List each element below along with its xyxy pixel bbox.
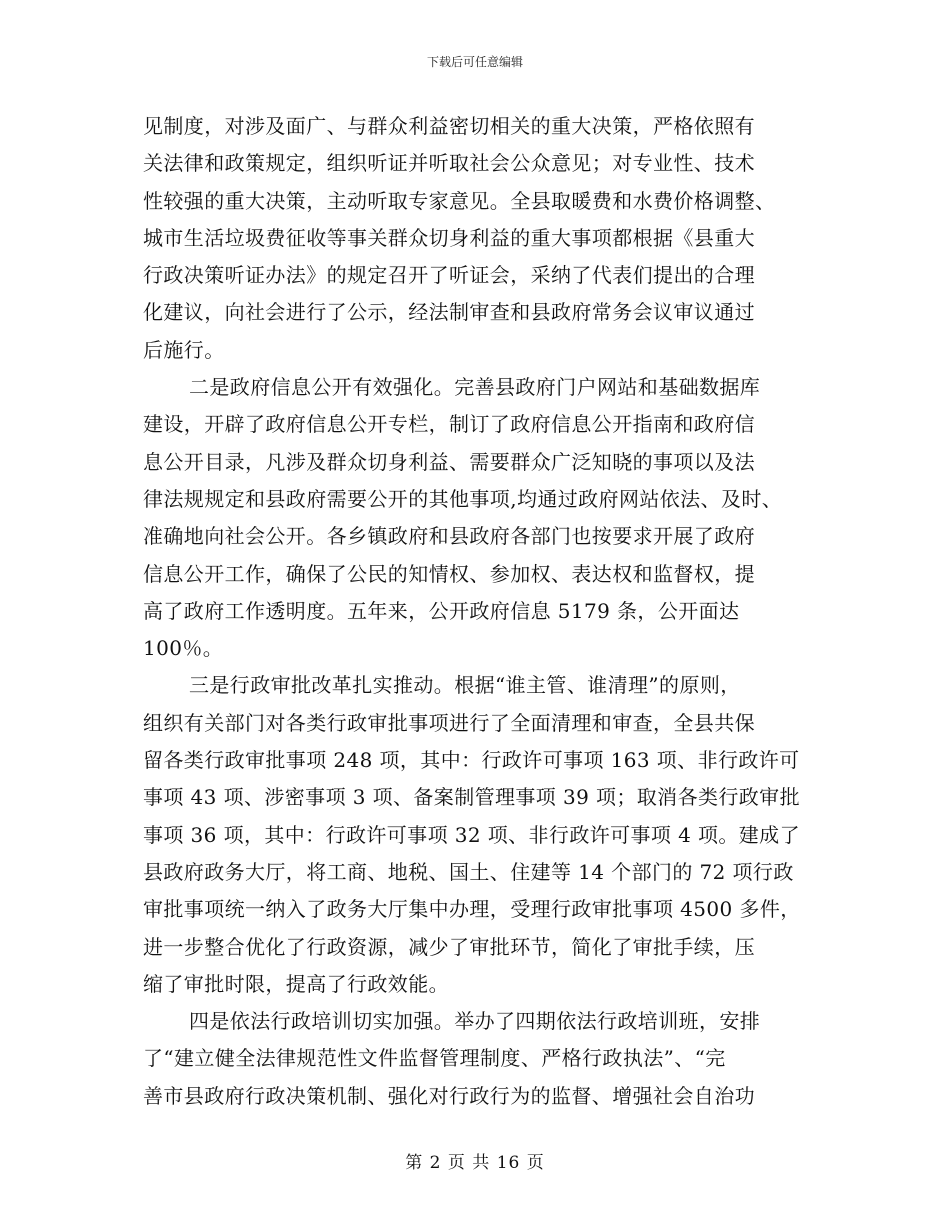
text-line: 性较强的重大决策，主动听取专家意见。全县取暖费和水费价格调整、	[143, 188, 776, 213]
text-line-first: 三是行政审批改革扎实推动。根据“谁主管、谁清理”的原则，	[189, 673, 741, 698]
text-line: 行政决策听证办法》的规定召开了听证会，采纳了代表们提出的合理	[143, 263, 755, 288]
text-line: 审批事项统一纳入了政务大厅集中办理，受理行政审批事项 4500 多件，	[143, 897, 801, 922]
text-line-first: 四是依法行政培训切实加强。举办了四期依法行政培训班，安排	[189, 1009, 761, 1034]
paragraph-info-disclosure	[143, 369, 823, 667]
paragraph-approval-reform	[143, 667, 823, 1003]
text-line: 县政府政务大厅，将工商、地税、国土、住建等 14 个部门的 72 项行政	[143, 859, 794, 884]
text-line: 关法律和政策规定，组织听证并听取社会公众意见；对专业性、技术	[143, 151, 755, 176]
page-number-footer: 第 2 页 共 16 页	[405, 1153, 545, 1173]
paragraph-decision-hearing	[143, 108, 823, 369]
text-line: 100％。	[143, 636, 224, 661]
paragraph-training	[143, 1003, 823, 1115]
text-line: 高了政府工作透明度。五年来，公开政府信息 5179 条，公开面达	[143, 598, 740, 623]
text-line: 了“建立健全法律规范性文件监督管理制度、严格行政执法”、“完	[143, 1046, 726, 1071]
document-body	[143, 108, 823, 1115]
page-header: 下载后可任意编辑	[426, 55, 523, 69]
text-line: 事项 43 项、涉密事项 3 项、备案制管理事项 39 项；取消各类行政审批	[143, 785, 800, 810]
text-line: 善市县政府行政决策机制、强化对行政行为的监督、增强社会自治功	[143, 1083, 755, 1108]
text-line: 缩了审批时限，提高了行政效能。	[143, 971, 449, 996]
text-line: 建设，开辟了政府信息公开专栏，制订了政府信息公开指南和政府信	[143, 412, 755, 437]
text-line: 信息公开工作，确保了公民的知情权、参加权、表达权和监督权，提	[143, 561, 755, 586]
text-line: 化建议，向社会进行了公示，经法制审查和县政府常务会议审议通过	[143, 300, 755, 325]
text-line: 见制度，对涉及面广、与群众利益密切相关的重大决策，严格依照有	[143, 114, 755, 138]
text-line: 进一步整合优化了行政资源，减少了审批环节，简化了审批手续，压	[143, 934, 755, 959]
text-line: 后施行。	[143, 337, 225, 362]
text-line: 留各类行政审批事项 248 项，其中：行政许可事项 163 项、非行政许可	[143, 748, 800, 773]
text-line: 事项 36 项，其中：行政许可事项 32 项、非行政许可事项 4 项。建成了	[143, 822, 800, 847]
text-line: 律法规规定和县政府需要公开的其他事项,均通过政府网站依法、及时、	[143, 486, 783, 511]
text-line: 城市生活垃圾费征收等事关群众切身利益的重大事项都根据《县重大	[143, 225, 755, 250]
text-line: 息公开目录，凡涉及群众切身利益、需要群众广泛知晓的事项以及法	[143, 449, 755, 474]
text-line: 准确地向社会公开。各乡镇政府和县政府各部门也按要求开展了政府	[143, 524, 755, 549]
text-line-first: 二是政府信息公开有效强化。完善县政府门户网站和基础数据库	[189, 375, 761, 400]
text-line: 组织有关部门对各类行政审批事项进行了全面清理和审查，全县共保	[143, 710, 755, 735]
